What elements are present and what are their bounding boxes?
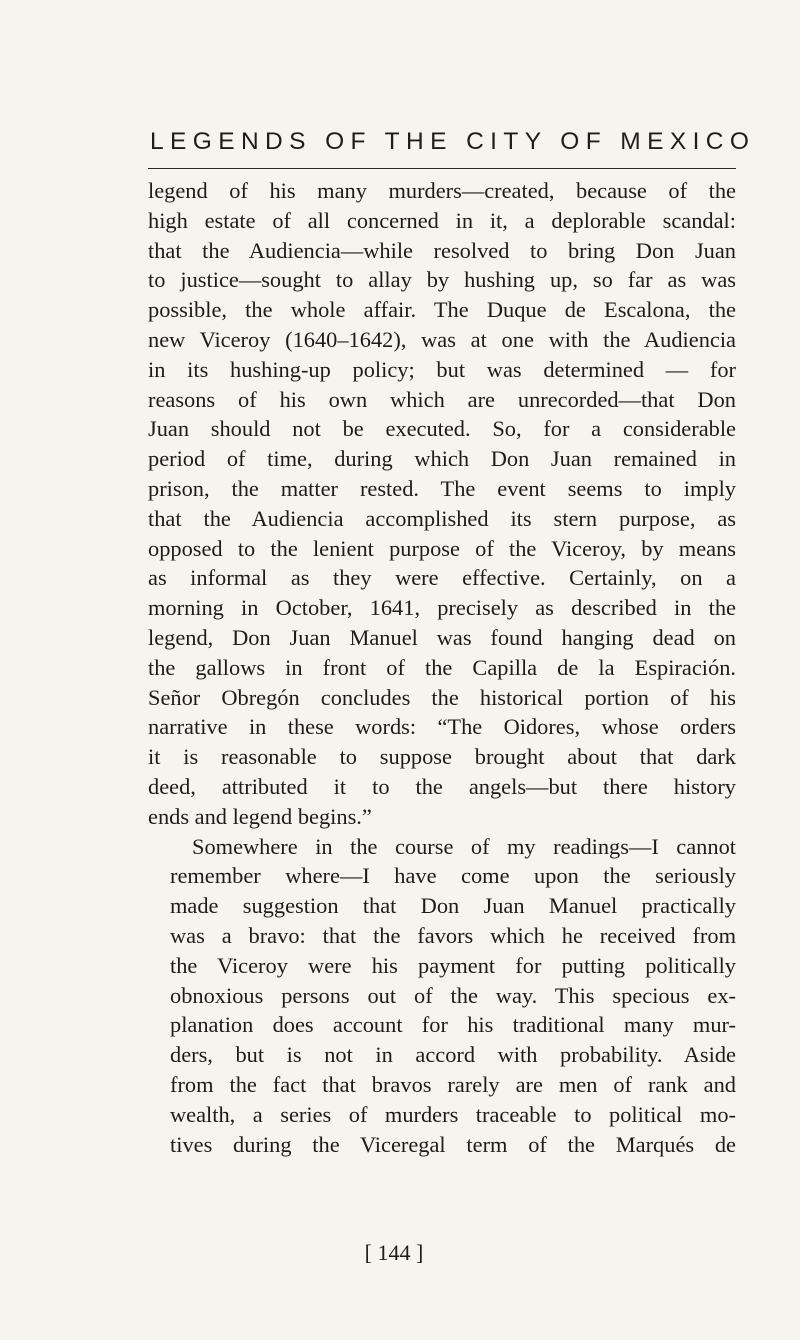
header-rule — [148, 168, 736, 169]
text-line: was a bravo: that the favors which he received from — [170, 922, 736, 948]
text-line: ends and legend begins.” — [148, 803, 372, 829]
text-line: as informal as they were effective. Certainly, on a — [148, 565, 736, 591]
text-line: ders, but is not in accord with probability. Aside — [170, 1042, 736, 1068]
text-line: obnoxious persons out of the way. This specious ex- — [170, 982, 736, 1008]
text-line: that the Audiencia accomplished its stern purpose, as — [148, 505, 736, 531]
paragraph-2 — [148, 832, 736, 1160]
text-line: opposed to the lenient purpose of the Viceroy, by means — [148, 535, 736, 561]
text-line: prison, the matter rested. The event seems to imply — [148, 475, 736, 501]
text-line: morning in October, 1641, precisely as described in the — [148, 595, 736, 621]
text-line: Señor Obregón concludes the historical portion of his — [148, 684, 736, 710]
text-line: legend of his many murders—created, because of the — [148, 178, 736, 203]
text-line: remember where—I have come upon the seriously — [170, 863, 736, 889]
text-line: the gallows in front of the Capilla de la Espiración. — [148, 654, 736, 680]
text-line: wealth, a series of murders traceable to political mo- — [170, 1101, 736, 1127]
text-line: legend, Don Juan Manuel was found hanging dead on — [148, 624, 736, 650]
body-text — [148, 176, 736, 1159]
text-line: reasons of his own which are unrecorded—that Don — [148, 386, 736, 412]
text-line: narrative in these words: “The Oidores, whose orders — [148, 714, 736, 740]
text-line: new Viceroy (1640–1642), was at one with the Audiencia — [148, 326, 736, 352]
text-line: it is reasonable to suppose brought about that dark — [148, 744, 736, 770]
text-line: from the fact that bravos rarely are men of rank and — [170, 1071, 736, 1097]
running-head: LEGENDS OF THE CITY OF MEXICO — [150, 128, 756, 155]
page-number: [ 144 ] — [364, 1240, 424, 1265]
text-line: planation does account for his traditional many mur- — [170, 1012, 736, 1038]
text-line: in its hushing-up policy; but was determined — for — [148, 356, 736, 382]
paragraph-1 — [148, 176, 736, 832]
text-line: to justice—sought to allay by hushing up, so far as was — [148, 267, 736, 293]
text-line: the Viceroy were his payment for putting politically — [170, 952, 736, 978]
text-line: deed, attributed it to the angels—but there history — [148, 773, 736, 799]
text-line: Somewhere in the course of my readings—I cannot — [192, 833, 736, 859]
text-line: possible, the whole affair. The Duque de Escalona, the — [148, 297, 736, 323]
text-line: high estate of all concerned in it, a deplorable scandal: — [148, 207, 736, 233]
text-line: that the Audiencia—while resolved to bring Don Juan — [148, 237, 736, 263]
text-line: tives during the Viceregal term of the Marqués de — [170, 1131, 736, 1157]
text-line: made suggestion that Don Juan Manuel practically — [170, 893, 736, 919]
text-line: period of time, during which Don Juan remained in — [148, 446, 736, 472]
text-line: Juan should not be executed. So, for a considerable — [148, 416, 736, 442]
